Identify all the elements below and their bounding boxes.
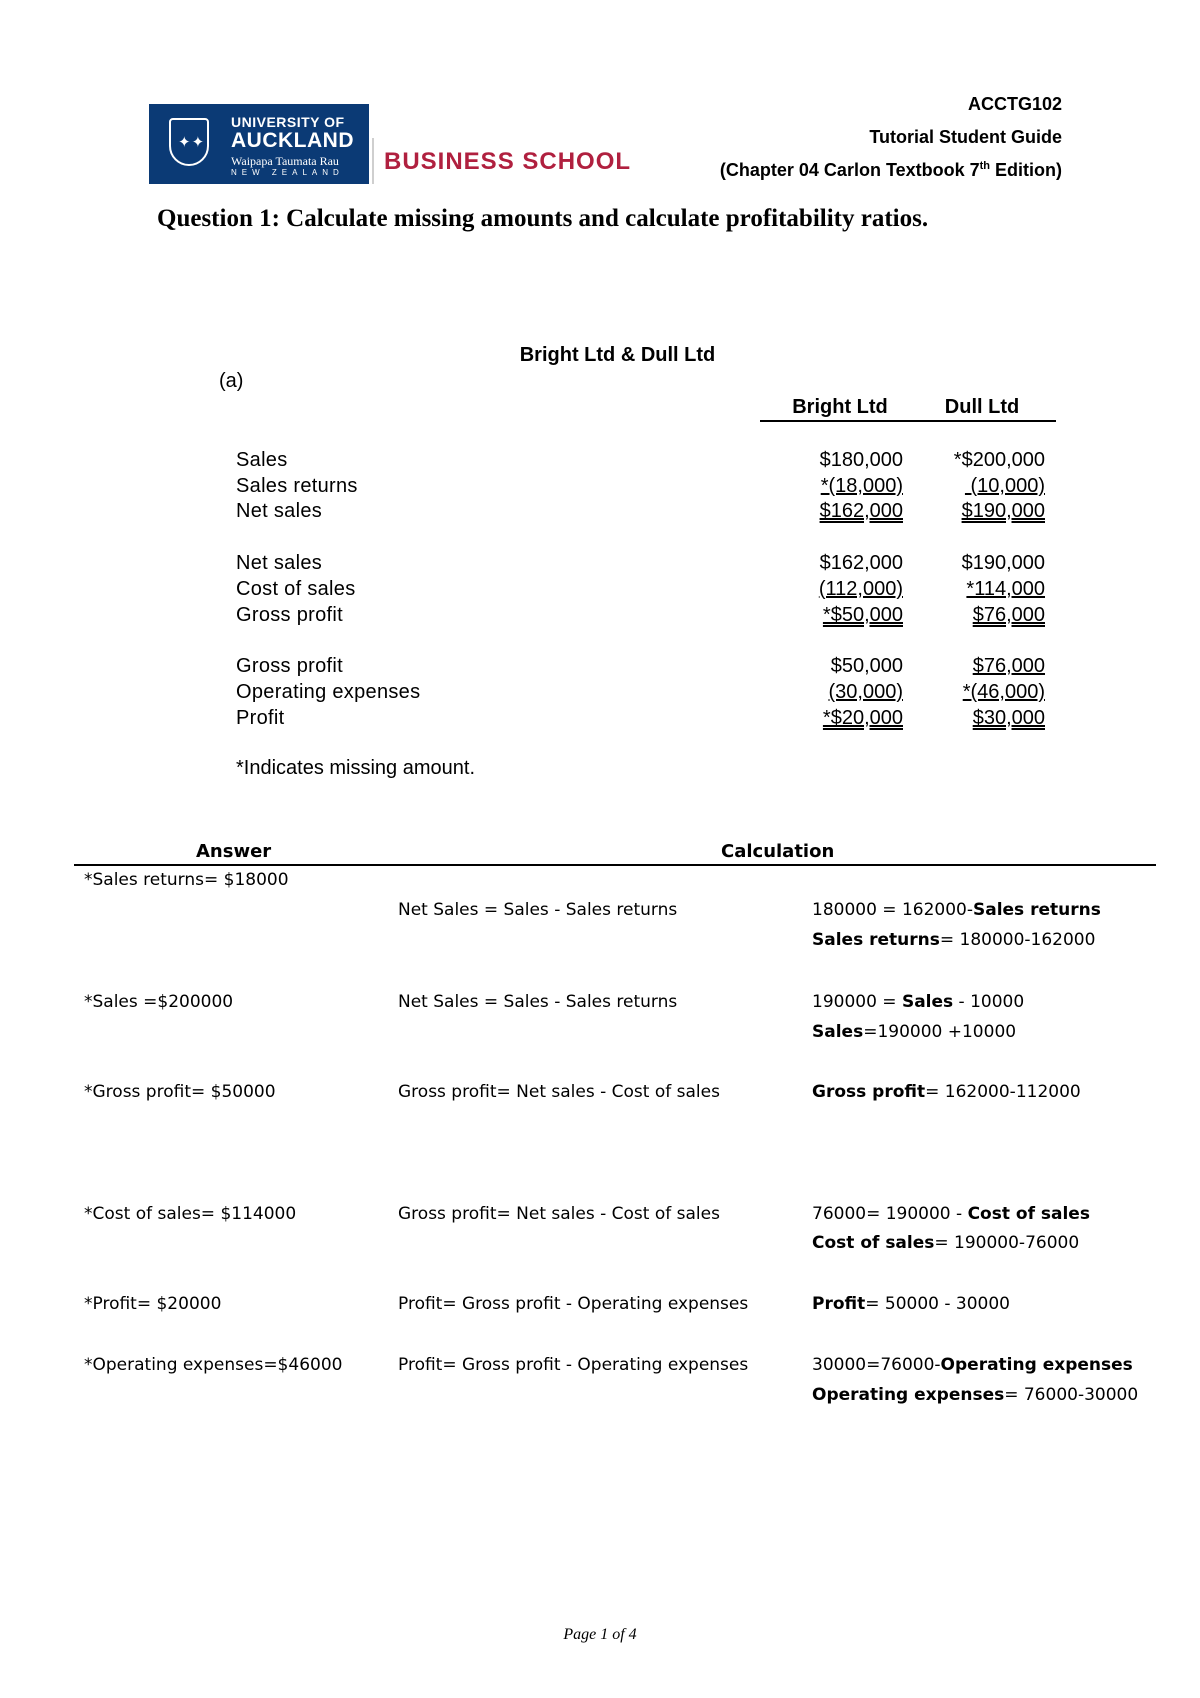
answer-operating-expenses: *Operating expenses=$46000 [84,1355,343,1375]
calc-sales-2: Sales=190000 +10000 [812,1022,1017,1042]
bright-net-sales-2: $162,000 [819,552,903,574]
row-label-sales-returns: Sales returns [236,475,358,497]
row-label-profit: Profit [236,707,285,729]
formula-gross-profit: Gross profit= Net sales - Cost of sales [398,1082,720,1102]
dull-net-sales-2: $190,000 [961,552,1045,574]
answer-sales-returns: *Sales returns= $18000 [84,870,289,890]
formula-cost-of-sales: Gross profit= Net sales - Cost of sales [398,1204,720,1224]
logo-line-4: NEW ZEALAND [231,168,344,177]
dull-operating-expenses: *(46,000) [962,681,1045,703]
logo-divider [372,138,374,184]
dull-net-sales: $190,000 [961,500,1045,522]
bright-gross-profit-2: $50,000 [830,655,903,677]
bright-net-sales: $162,000 [819,500,903,522]
university-crest-icon: ✦✦ [169,118,209,166]
chapter-edition: Edition) [990,160,1062,180]
bright-sales-returns: *(18,000) [820,475,903,497]
dull-sales: *$200,000 [953,449,1045,471]
guide-title: Tutorial Student Guide [869,127,1062,147]
answer-column-header: Answer [196,841,272,862]
part-label: (a) [219,370,244,392]
calc-operating-expenses-2: Operating expenses= 76000-30000 [812,1385,1139,1405]
column-header-bright: Bright Ltd [792,396,888,418]
answer-profit: *Profit= $20000 [84,1294,222,1314]
calc-cost-of-sales-2: Cost of sales= 190000-76000 [812,1233,1080,1253]
row-label-gross-profit: Gross profit [236,604,343,626]
column-header-rule [760,420,1056,422]
calc-profit: Profit= 50000 - 30000 [812,1294,1010,1314]
business-school-label: BUSINESS SCHOOL [384,148,632,175]
row-label-net-sales: Net sales [236,500,323,522]
dull-gross-profit-2: $76,000 [972,655,1045,677]
course-code: ACCTG102 [967,94,1062,114]
statement-title: Bright Ltd & Dull Ltd [519,344,716,366]
row-label-cost-of-sales: Cost of sales [236,578,356,600]
calc-sales-1: 190000 = Sales - 10000 [812,992,1025,1012]
answer-sales: *Sales =$200000 [84,992,234,1012]
formula-operating-expenses: Profit= Gross profit - Operating expenses [398,1355,749,1375]
formula-profit: Profit= Gross profit - Operating expenses [398,1294,749,1314]
question-title: Question 1: Calculate missing amounts and calculate profitability ratios. [157,205,929,232]
calc-operating-expenses-1: 30000=76000-Operating expenses [812,1355,1133,1375]
calc-sales-returns-1: 180000 = 162000-Sales returns [812,900,1101,920]
row-label-operating-expenses: Operating expenses [236,681,421,703]
logo-line-3: Waipapa Taumata Rau [231,154,339,168]
bright-operating-expenses: (30,000) [828,681,903,703]
answer-cost-of-sales: *Cost of sales= $114000 [84,1204,297,1224]
formula-sales-returns: Net Sales = Sales - Sales returns [398,900,678,920]
chapter-text: (Chapter 04 Carlon Textbook 7 [719,160,980,180]
dull-gross-profit: $76,000 [972,604,1045,626]
answer-gross-profit: *Gross profit= $50000 [84,1082,276,1102]
formula-sales: Net Sales = Sales - Sales returns [398,992,678,1012]
column-header-dull: Dull Ltd [944,396,1020,418]
page-number: Page 1 of 4 [563,1626,637,1643]
dull-sales-returns: (10,000) [964,475,1045,497]
university-logo [149,104,369,184]
row-label-gross-profit-2: Gross profit [236,655,343,677]
row-label-sales: Sales [236,449,288,471]
bright-gross-profit: *$50,000 [822,604,903,626]
chapter-superscript: th [979,160,991,172]
logo-line-2: AUCKLAND [231,129,354,152]
calculation-column-header: Calculation [721,841,835,862]
bright-profit: *$20,000 [822,707,903,729]
bright-sales: $180,000 [819,449,903,471]
dull-profit: $30,000 [972,707,1045,729]
chapter-info [720,160,1062,181]
logo-line-1: UNIVERSITY OF [231,114,345,130]
bright-cost-of-sales: (112,000) [818,578,903,600]
missing-amount-note: *Indicates missing amount. [236,757,476,779]
dull-cost-of-sales: *114,000 [966,578,1045,600]
row-label-net-sales-2: Net sales [236,552,323,574]
answers-header-rule [74,864,1156,866]
calc-gross-profit: Gross profit= 162000-112000 [812,1082,1081,1102]
calc-sales-returns-2: Sales returns= 180000-162000 [812,930,1096,950]
calc-cost-of-sales-1: 76000= 190000 - Cost of sales [812,1204,1090,1224]
